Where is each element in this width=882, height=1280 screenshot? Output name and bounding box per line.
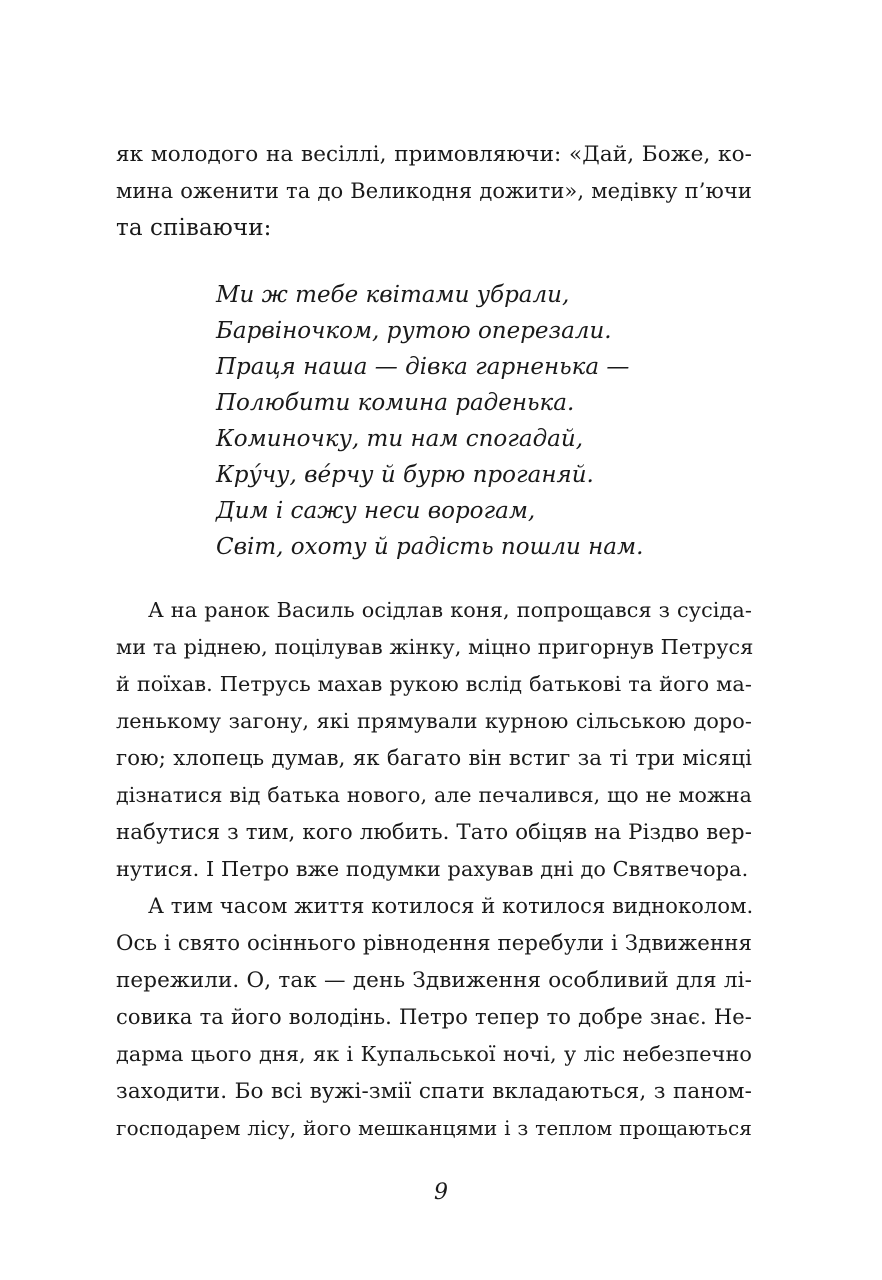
text-line: мина оженити та до Великодня дожити», медівку п’ючи [116, 179, 752, 203]
text-line: совика та його володінь. Петро тепер то добре знає. Не- [116, 1005, 752, 1029]
text-line: А на ранок Василь осідлав коня, попрощався з сусіда- [148, 598, 752, 622]
verse-line: Ми ж тебе квітами убрали, [216, 282, 570, 308]
text-line: Ось і свято осіннього рівнодення перебули і Здвиження [116, 931, 752, 956]
page-number: 9 [434, 1180, 448, 1205]
text-line: набутися з тим, кого любить. Тато обіцяв на Різдво вер- [116, 820, 752, 845]
verse-line: Барвіночком, рутою оперезали. [216, 318, 612, 344]
text-line: та співаючи: [116, 215, 272, 241]
text-line: ми та ріднею, поцілував жінку, міцно пригорнув Петруся [116, 635, 754, 659]
text-line: пережили. О, так — день Здвиження особливий для лі- [116, 968, 752, 993]
text-line: нутися. І Петро вже подумки рахував дні до Святвечора. [116, 857, 749, 881]
verse-line: Кру́чу, ве́рчу й бурю проганяй. [216, 462, 594, 488]
text-line: ленькому загону, які прямували курною сільською доро- [116, 709, 752, 733]
verse-line: Праця наша — дівка гарненька — [216, 354, 630, 380]
verse-line: Світ, охоту й радість пошли нам. [216, 534, 644, 560]
verse-line: Коминочку, ти нам спогадай, [216, 426, 584, 452]
text-line: як молодого на весіллі, примовляючи: «Дай, Боже, ко- [116, 142, 752, 167]
text-line: А тим часом життя котилося й котилося видноколом. [148, 894, 754, 918]
verse-line: Полюбити комина раденька. [216, 390, 575, 416]
verse-line: Дим і сажу неси ворогам, [216, 498, 536, 524]
text-line: господарем лісу, його мешканцями і з теплом прощаються [116, 1116, 752, 1140]
text-line: й поїхав. Петрусь махав рукою вслід батькові та його ма- [116, 672, 752, 696]
text-line: гою; хлопець думав, як багато він встиг за ті три місяці [116, 746, 752, 771]
text-line: дарма цього дня, як і Купальської ночі, у ліс небезпечно [116, 1042, 752, 1066]
text-line: заходити. Бо всі вужі-змії спати вкладаються, з паном- [116, 1079, 752, 1104]
text-line: дізнатися від батька нового, але печалився, що не можна [116, 783, 752, 807]
